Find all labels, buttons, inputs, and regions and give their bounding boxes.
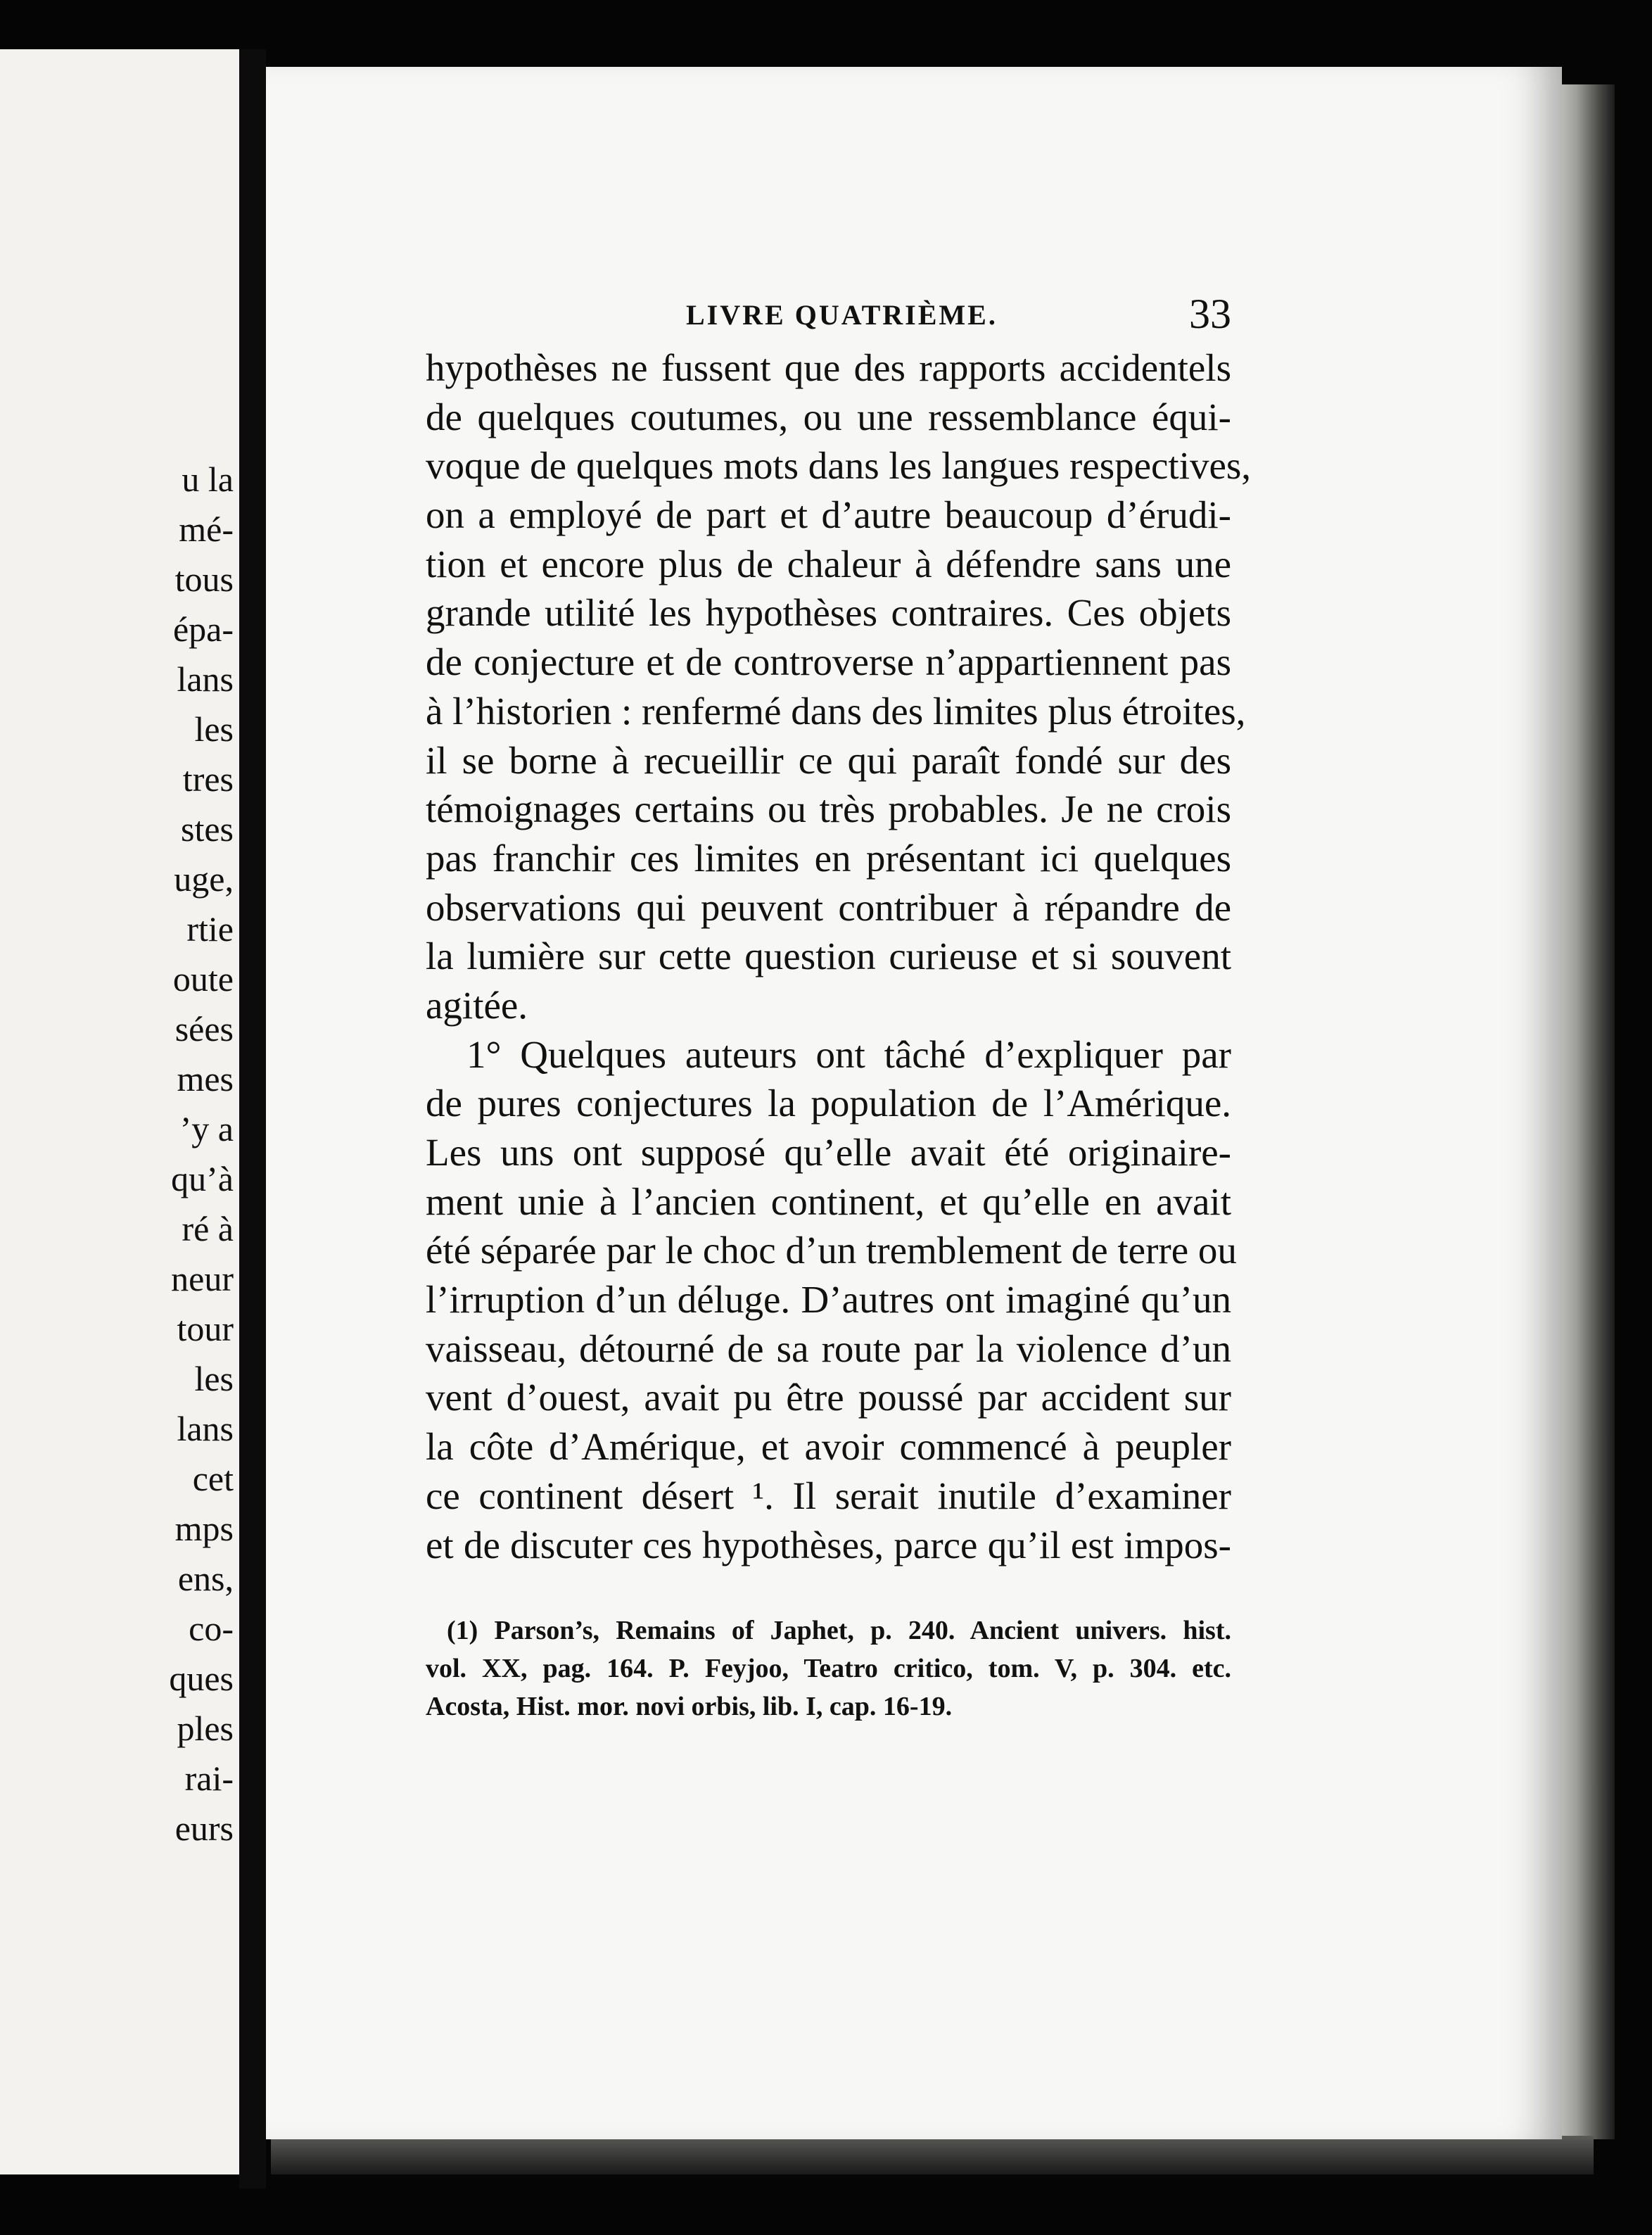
text-line: à l’historien : renfermé dans des limites plus étroites, bbox=[426, 689, 1246, 733]
page-header bbox=[426, 290, 1231, 339]
text-line: Les uns ont supposé qu’elle avait été originaire- bbox=[426, 1131, 1231, 1174]
text-line: hypothèses ne fussent que des rapports accidentels bbox=[426, 346, 1231, 389]
prev-line: tous bbox=[174, 559, 234, 599]
prev-line: neur bbox=[171, 1259, 234, 1298]
text-line: agitée. bbox=[426, 983, 528, 1027]
book-gutter bbox=[239, 49, 266, 2189]
prev-line: mps bbox=[174, 1509, 234, 1548]
prev-line: ques bbox=[169, 1659, 234, 1698]
prev-line: stes bbox=[181, 809, 234, 849]
prev-line: ens, bbox=[177, 1559, 234, 1598]
text-line: de pures conjectures la population de l’Amérique. bbox=[426, 1082, 1231, 1125]
prev-line: ples bbox=[177, 1709, 234, 1748]
footnote-line: vol. XX, pag. 164. P. Feyjoo, Teatro critico, tom. V, p. 304. etc. bbox=[426, 1654, 1231, 1683]
text-line: été séparée par le choc d’un tremblement de terre ou bbox=[426, 1229, 1237, 1272]
footnote-line: (1) Parson’s, Remains of Japhet, p. 240. Ancient univers. hist. bbox=[447, 1616, 1231, 1645]
text-line: de quelques coutumes, ou une ressemblance équi- bbox=[426, 395, 1231, 438]
prev-line: ’y a bbox=[179, 1109, 234, 1148]
prev-line: mé- bbox=[179, 509, 234, 549]
prev-line: co- bbox=[189, 1609, 234, 1648]
prev-line: les bbox=[194, 1359, 234, 1398]
prev-line: rai- bbox=[184, 1759, 234, 1798]
prev-line: ré à bbox=[182, 1209, 234, 1248]
text-line: la côte d’Amérique, et avoir commencé à peupler bbox=[426, 1425, 1231, 1469]
text-line: il se borne à recueillir ce qui paraît fondé sur des bbox=[426, 738, 1231, 782]
text-line: vaisseau, détourné de sa route par la violence d’un bbox=[426, 1327, 1231, 1370]
text-line: grande utilité les hypothèses contraires. Ces objets bbox=[426, 591, 1231, 635]
prev-line: tour bbox=[177, 1309, 234, 1348]
prev-line: les bbox=[194, 709, 234, 749]
page-bottom-edge bbox=[271, 2136, 1594, 2174]
prev-line: rtie bbox=[186, 909, 234, 949]
text-line: pas franchir ces limites en présentant ici quelques bbox=[426, 836, 1231, 880]
text-line: témoignages certains ou très probables. Je ne crois bbox=[426, 787, 1231, 831]
footnotes bbox=[426, 1612, 1231, 1726]
prev-line: épa- bbox=[172, 609, 234, 649]
previous-page bbox=[0, 49, 242, 2174]
prev-line: mes bbox=[177, 1059, 234, 1098]
text-line: et de discuter ces hypothèses, parce qu’il est impos- bbox=[426, 1523, 1231, 1566]
text-line: ment unie à l’ancien continent, et qu’elle en avait bbox=[426, 1179, 1231, 1223]
text-line: de conjecture et de controverse n’appartiennent pas bbox=[426, 640, 1231, 684]
prev-line: lans bbox=[177, 659, 234, 699]
prev-line: u la bbox=[182, 460, 234, 499]
prev-line: qu’à bbox=[171, 1159, 234, 1198]
prev-line: eurs bbox=[174, 1809, 234, 1848]
text-line: voque de quelques mots dans les langues respectives, bbox=[426, 444, 1252, 488]
page-number: 33 bbox=[1189, 291, 1231, 337]
text-line: observations qui peuvent contribuer à répandre de bbox=[426, 885, 1231, 929]
text-line: l’irruption d’un déluge. D’autres ont imaginé qu’un bbox=[426, 1278, 1231, 1322]
prev-line: tres bbox=[182, 759, 234, 799]
footnote-line: Acosta, Hist. mor. novi orbis, lib. I, cap. 16-19. bbox=[426, 1692, 953, 1721]
text-line: 1° Quelques auteurs ont tâché d’expliquer par bbox=[466, 1032, 1231, 1076]
prev-line: sées bbox=[174, 1009, 234, 1049]
prev-line: uge, bbox=[174, 859, 234, 899]
previous-page-text bbox=[146, 405, 234, 1904]
text-line: vent d’ouest, avait pu être poussé par accident sur bbox=[426, 1376, 1231, 1419]
text-line: on a employé de part et d’autre beaucoup d’érudi- bbox=[426, 493, 1231, 537]
text-line: ce continent désert ¹. Il serait inutile d’examiner bbox=[426, 1474, 1231, 1517]
text-line: la lumière sur cette question curieuse et si souvent bbox=[426, 935, 1231, 978]
text-line: tion et encore plus de chaleur à défendre sans une bbox=[426, 542, 1231, 585]
prev-line: cet bbox=[192, 1459, 234, 1498]
body-text bbox=[426, 343, 1252, 1569]
prev-line: oute bbox=[172, 959, 234, 999]
running-title: LIVRE QUATRIÈME. bbox=[686, 299, 998, 331]
prev-line: lans bbox=[177, 1409, 234, 1448]
